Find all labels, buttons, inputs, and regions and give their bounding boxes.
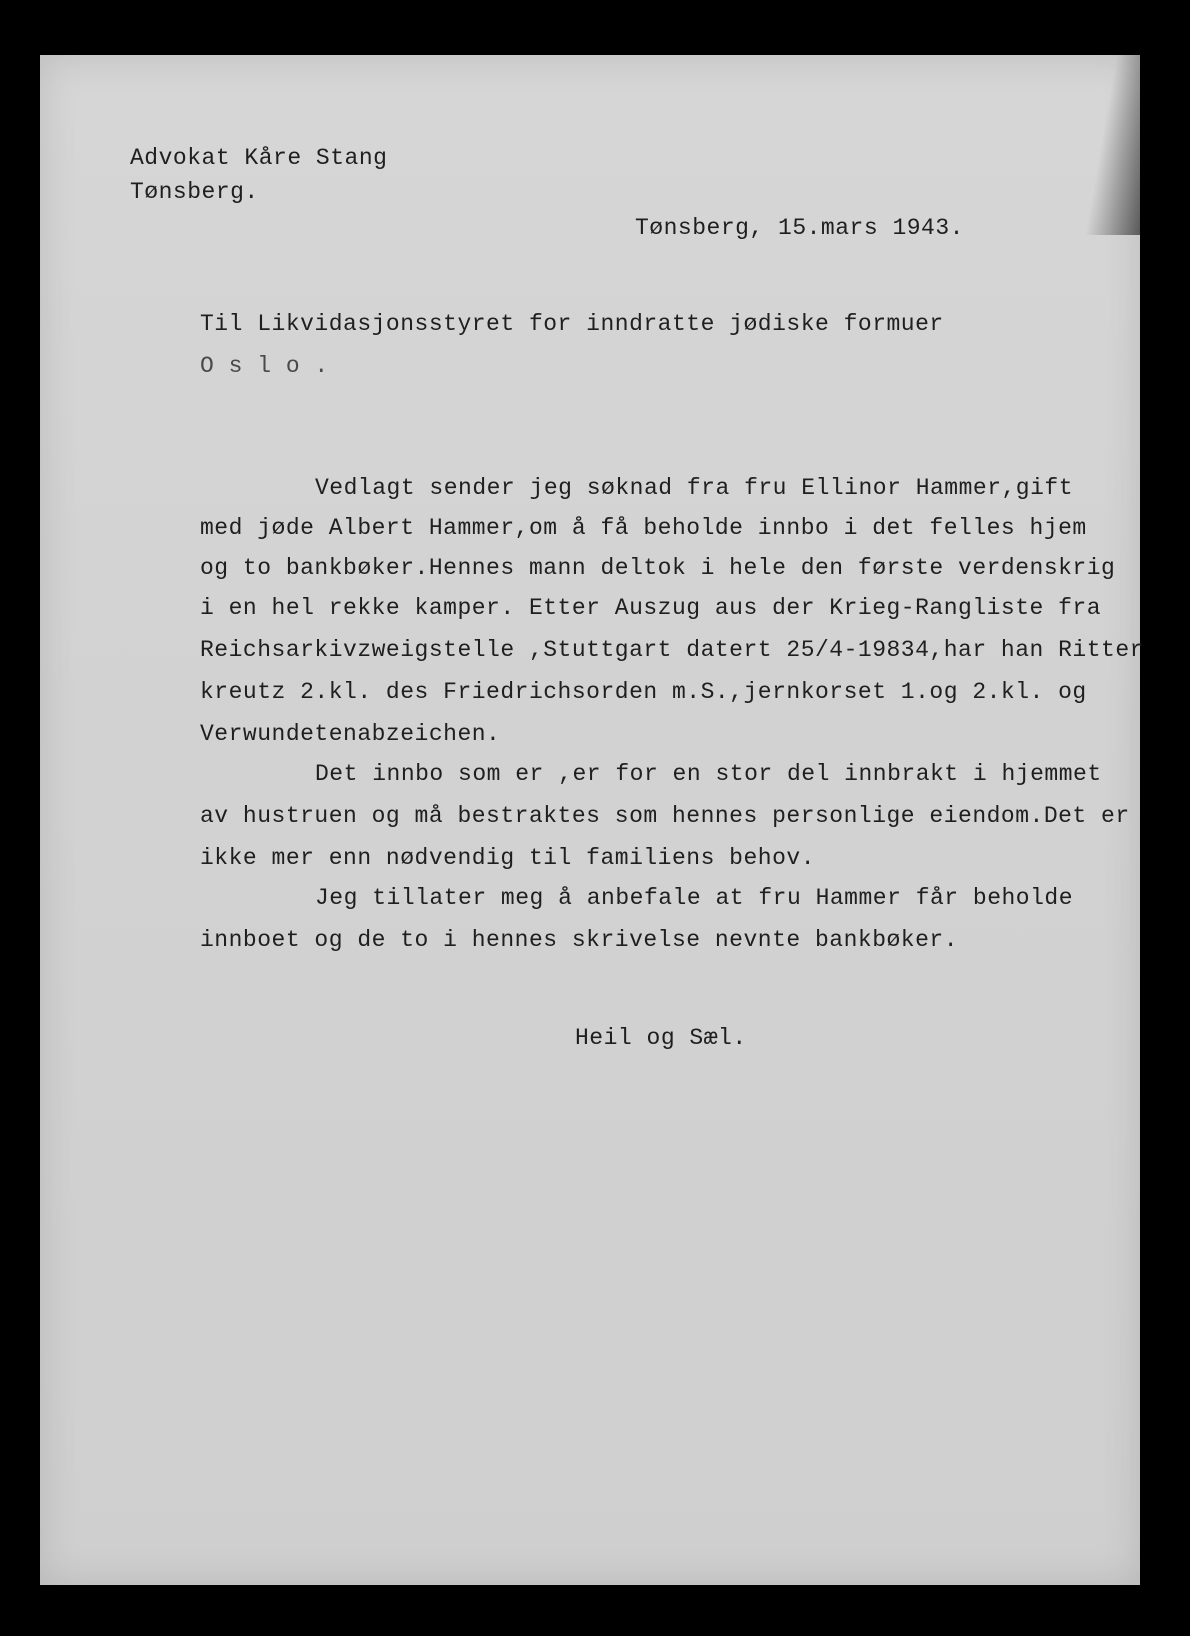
closing: Heil og Sæl. [575, 1025, 747, 1051]
body-line: kreutz 2.kl. des Friedrichsorden m.S.,jernkorset 1.og 2.kl. og [200, 679, 1087, 705]
body-line: i en hel rekke kamper. Etter Auszug aus der Krieg-Rangliste fra [200, 595, 1102, 621]
body-line: av hustruen og må bestraktes som hennes personlige eiendom.Det er [200, 803, 1130, 829]
body-line: og to bankbøker.Hennes mann deltok i hele den første verdenskrig [200, 555, 1116, 581]
body-line: Det innbo som er ,er for en stor del innbrakt i hjemmet [315, 761, 1102, 787]
sender-name: Advokat Kåre Stang [130, 145, 388, 171]
body-line: Vedlagt sender jeg søknad fra fru Ellinor Hammer,gift [315, 475, 1074, 501]
sender-place: Tønsberg. [130, 179, 259, 205]
body-line: innboet og de to i hennes skrivelse nevnte bankbøker. [200, 927, 959, 953]
date-line: Tønsberg, 15.mars 1943. [635, 215, 964, 241]
body-line: med jøde Albert Hammer,om å få beholde innbo i det felles hjem [200, 515, 1087, 541]
body-line: Verwundetenabzeichen. [200, 721, 501, 747]
body-line: Reichsarkivzweigstelle ,Stuttgart datert 25/4-19834,har han Ritter [200, 637, 1144, 663]
recipient-city: O s l o . [200, 353, 329, 379]
recipient-name: Til Likvidasjonsstyret for inndratte jødiske formuer [200, 311, 944, 337]
body-line: ikke mer enn nødvendig til familiens behov. [200, 845, 815, 871]
letter-page [40, 55, 1144, 1585]
body-line: Jeg tillater meg å anbefale at fru Hammer får beholde [315, 885, 1074, 911]
